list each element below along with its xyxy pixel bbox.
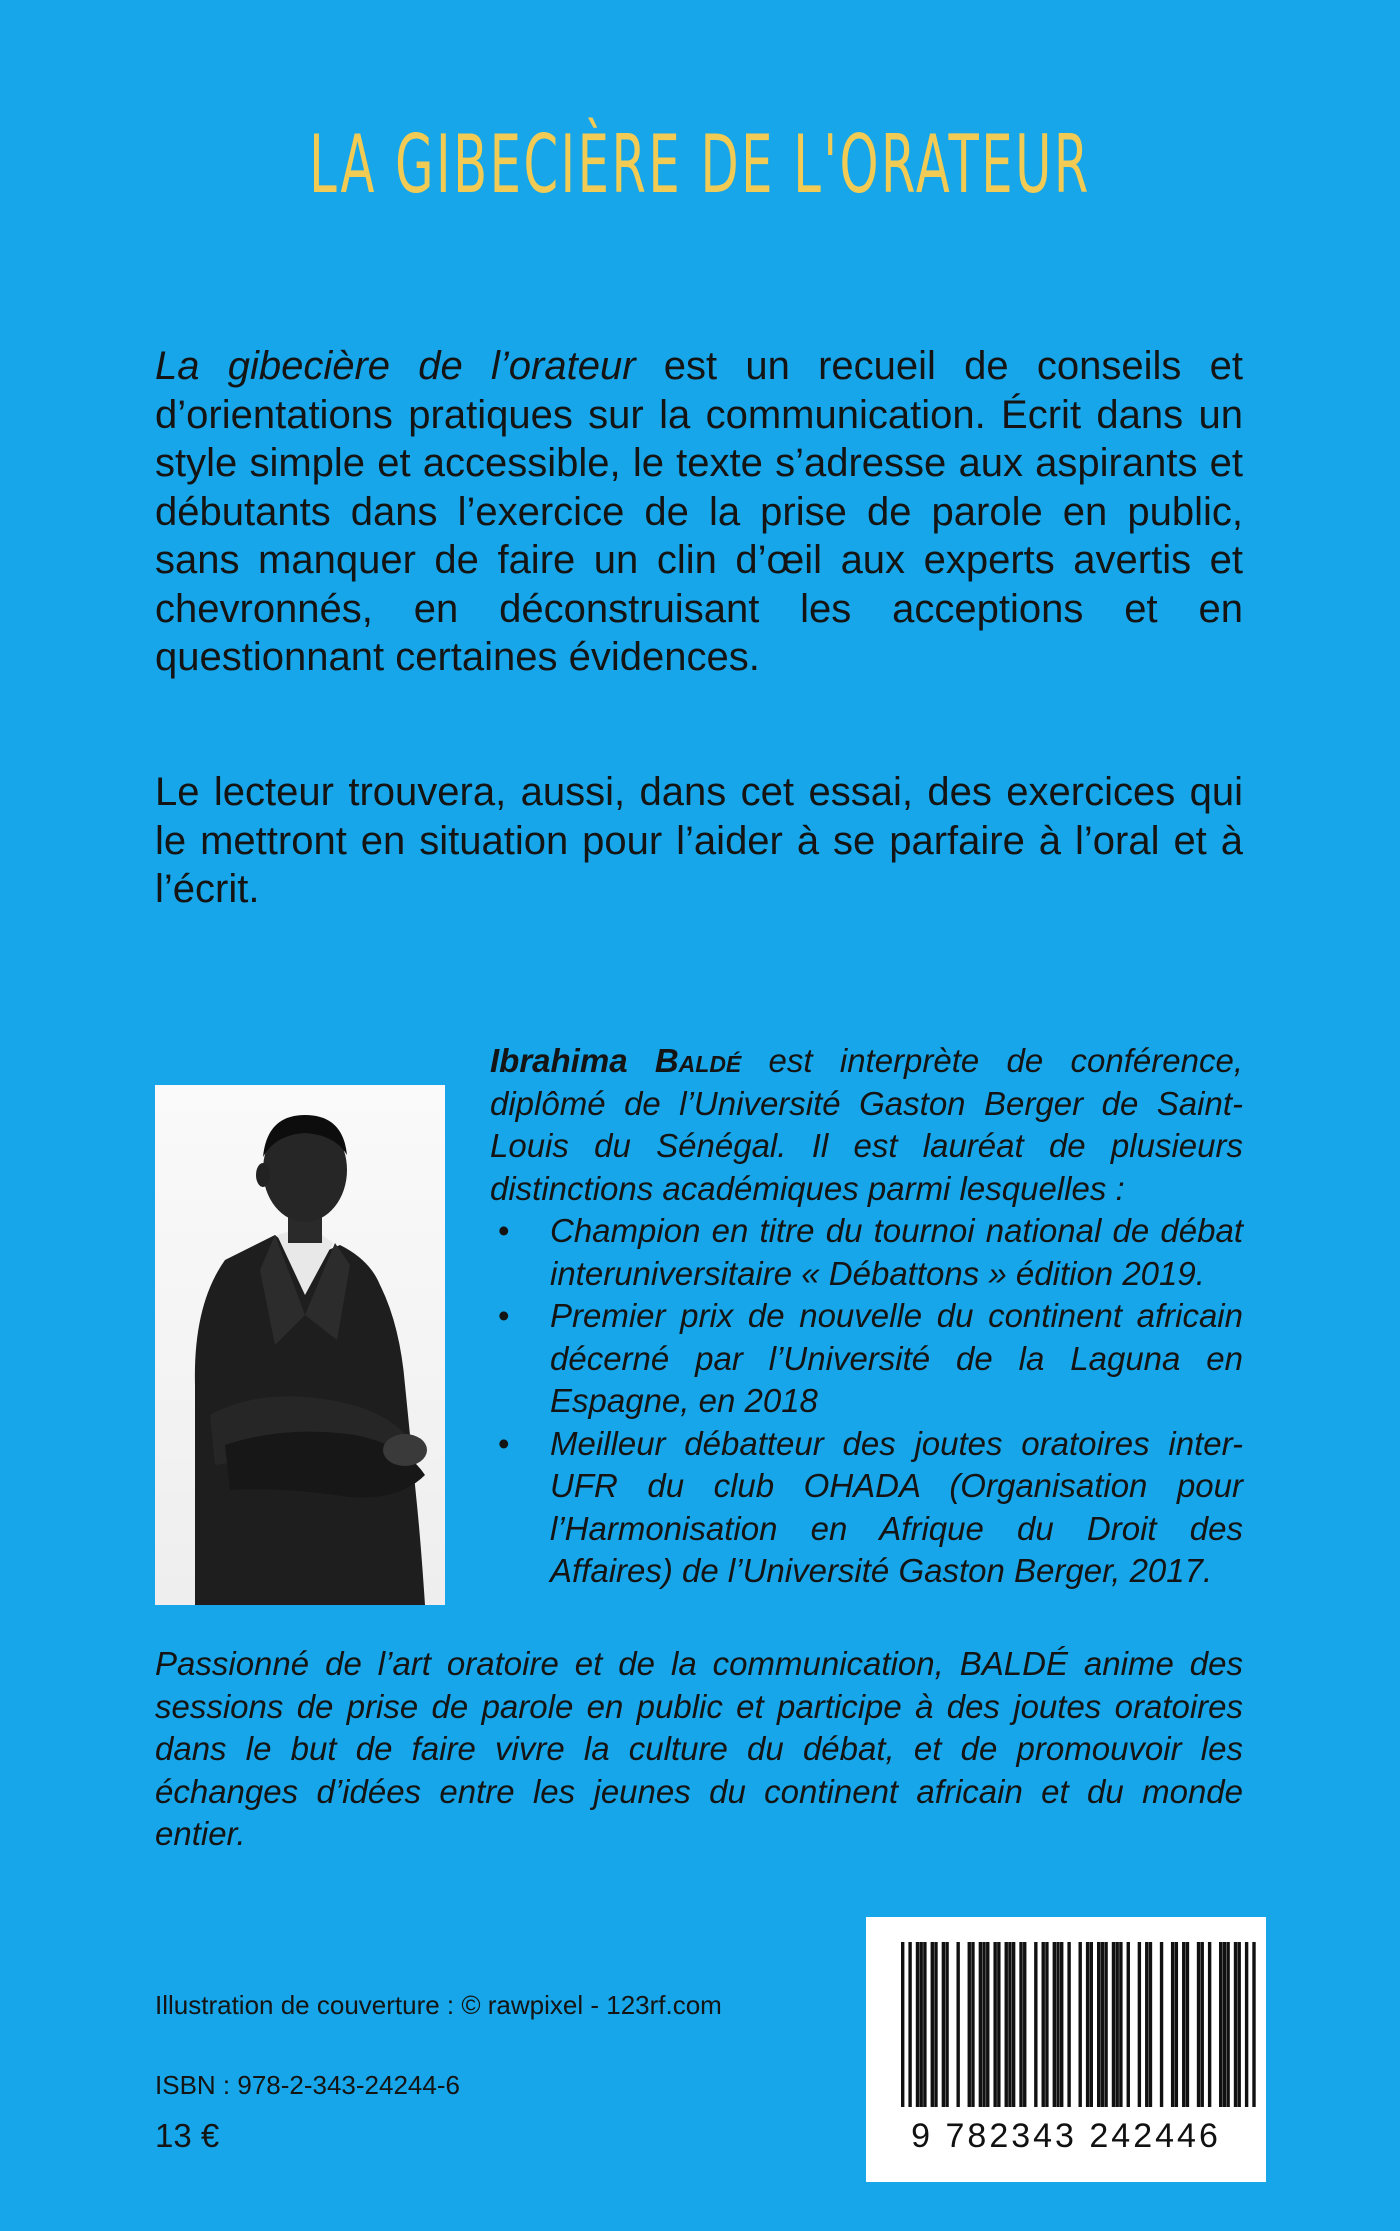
price: 13 €	[155, 2117, 220, 2154]
barcode-bar	[1208, 1942, 1211, 2107]
barcode-bar	[993, 1942, 996, 2107]
barcode-bars	[866, 1917, 1266, 2122]
barcode-bar	[1171, 1942, 1174, 2107]
book-title-italic: La gibecière de l’orateur	[155, 344, 636, 388]
bullet: •	[498, 1212, 510, 1249]
barcode-bar	[919, 1942, 922, 2107]
barcode-bar	[1045, 1942, 1048, 2107]
barcode-bar	[1112, 1942, 1115, 2107]
barcode-bar	[1056, 1942, 1059, 2107]
barcode-bar	[934, 1942, 937, 2107]
barcode-bar	[997, 1942, 1000, 2107]
barcode-bar	[1023, 1942, 1026, 2107]
barcode-bar	[1101, 1942, 1104, 2107]
barcode-bar	[982, 1942, 985, 2107]
distinction-item	[490, 1295, 1243, 1423]
distinction-item	[490, 1423, 1243, 1593]
barcode-bar	[1186, 1942, 1189, 2107]
barcode-bar	[968, 1942, 971, 2107]
distinction-text: Premier prix de nouvelle du continent africain décerné par l’Université de la Laguna en Espagne, en 2018	[550, 1297, 1243, 1419]
bullet: •	[498, 1297, 510, 1334]
barcode-bar	[1012, 1942, 1015, 2107]
cover-credit: Illustration de couverture : © rawpixel - 123rf.com	[155, 1990, 722, 2020]
bullet: •	[498, 1424, 510, 1462]
barcode-bar	[1042, 1942, 1045, 2107]
barcode-bar	[1201, 1942, 1204, 2107]
summary-text: est un recueil de conseils et d’orientations pratiques sur la communication. Écrit dans un style simple et accessible, le texte s’adresse aux aspirants et débutants dans l’exercice de la prise de parole en public, sans manquer de faire un clin d’œil aux experts avertis et chevronnés, en déconstruisant les acceptions et en questionnant certaines évidences.	[155, 344, 1243, 679]
author-last-name: Baldé	[654, 1042, 742, 1079]
barcode-bar	[1119, 1942, 1122, 2107]
barcode-bar	[1245, 1942, 1248, 2107]
author-bio-text: est interprète de conférence, diplômé de l’Université Gaston Berger de Saint-Louis du Sénégal. Il est lauréat de plusieurs distinctions académiques parmi lesquelles :	[490, 1042, 1243, 1207]
distinction-text: Meilleur débatteur des joutes oratoires inter-UFR du club OHADA (Organisation pour l’Harmonisation en Afrique du Droit des Affaires) de l’Université Gaston Berger, 2017.	[550, 1424, 1243, 1589]
barcode-bar	[1138, 1942, 1141, 2107]
author-photo	[155, 1085, 445, 1605]
barcode-bar	[1149, 1942, 1152, 2107]
barcode-bar	[1019, 1942, 1022, 2107]
barcode-bar	[1234, 1942, 1237, 2107]
book-title: LA GIBECIÈRE DE L'ORATEUR	[309, 118, 1091, 211]
distinction-item	[490, 1210, 1243, 1295]
barcode-bar	[971, 1942, 974, 2107]
barcode-bar	[1067, 1942, 1070, 2107]
barcode-bar	[1086, 1942, 1089, 2107]
barcode-bar	[931, 1942, 934, 2107]
barcode-bar	[1097, 1942, 1100, 2107]
summary-paragraph-1	[155, 342, 1243, 682]
barcode-bar	[1182, 1942, 1185, 2107]
barcode-bar	[1115, 1942, 1118, 2107]
author-portrait-image	[155, 1085, 445, 1605]
barcode-bar	[1252, 1942, 1255, 2107]
barcode-bar	[1175, 1942, 1178, 2107]
barcode-bar	[1104, 1942, 1107, 2107]
barcode-bar	[1127, 1942, 1130, 2107]
author-intro	[490, 1040, 1243, 1210]
barcode-bar	[1145, 1942, 1148, 2107]
author-bio-continued: Passionné de l’art oratoire et de la communication, BALDÉ anime des sessions de prise de parole en public et participe à des joutes oratoires dans le but de faire vivre la culture du débat, et de promouvoir les échanges d’idées entre les jeunes du continent africain et du monde entier.	[155, 1645, 1243, 1852]
barcode-bar	[901, 1942, 904, 2107]
barcode	[866, 1917, 1266, 2182]
barcode-bar	[1219, 1942, 1222, 2107]
barcode-bar	[979, 1942, 982, 2107]
barcode-bar	[1060, 1942, 1063, 2107]
barcode-bar	[1005, 1942, 1008, 2107]
barcode-bar	[1008, 1942, 1011, 2107]
barcode-bar	[1223, 1942, 1226, 2107]
barcode-bar	[923, 1942, 926, 2107]
author-bio	[490, 1040, 1243, 1593]
distinction-text: Champion en titre du tournoi national de débat interuniversitaire « Débattons » édition 2019.	[550, 1212, 1243, 1292]
barcode-bar	[1034, 1942, 1037, 2107]
barcode-bar	[1226, 1942, 1229, 2107]
isbn: ISBN : 978-2-343-24244-6	[155, 2070, 460, 2100]
author-first-name: Ibrahima	[490, 1042, 628, 1079]
barcode-digits: 9 782343 242446	[911, 2117, 1221, 2155]
barcode-bar	[1079, 1942, 1082, 2107]
barcode-bar	[1160, 1942, 1163, 2107]
barcode-bar	[945, 1942, 948, 2107]
distinctions-list	[490, 1210, 1243, 1593]
barcode-bar	[956, 1942, 959, 2107]
barcode-bar	[986, 1942, 989, 2107]
barcode-bar	[942, 1942, 945, 2107]
barcode-bar	[908, 1942, 911, 2107]
barcode-bar	[1238, 1942, 1241, 2107]
barcode-bar	[1090, 1942, 1093, 2107]
barcode-bar	[1053, 1942, 1056, 2107]
summary-paragraph-2: Le lecteur trouvera, aussi, dans cet essai, des exercices qui le mettront en situation pour l’aider à se parfaire à l’oral et à l’écrit.	[155, 770, 1243, 911]
barcode-bar	[1197, 1942, 1200, 2107]
barcode-bar	[916, 1942, 919, 2107]
